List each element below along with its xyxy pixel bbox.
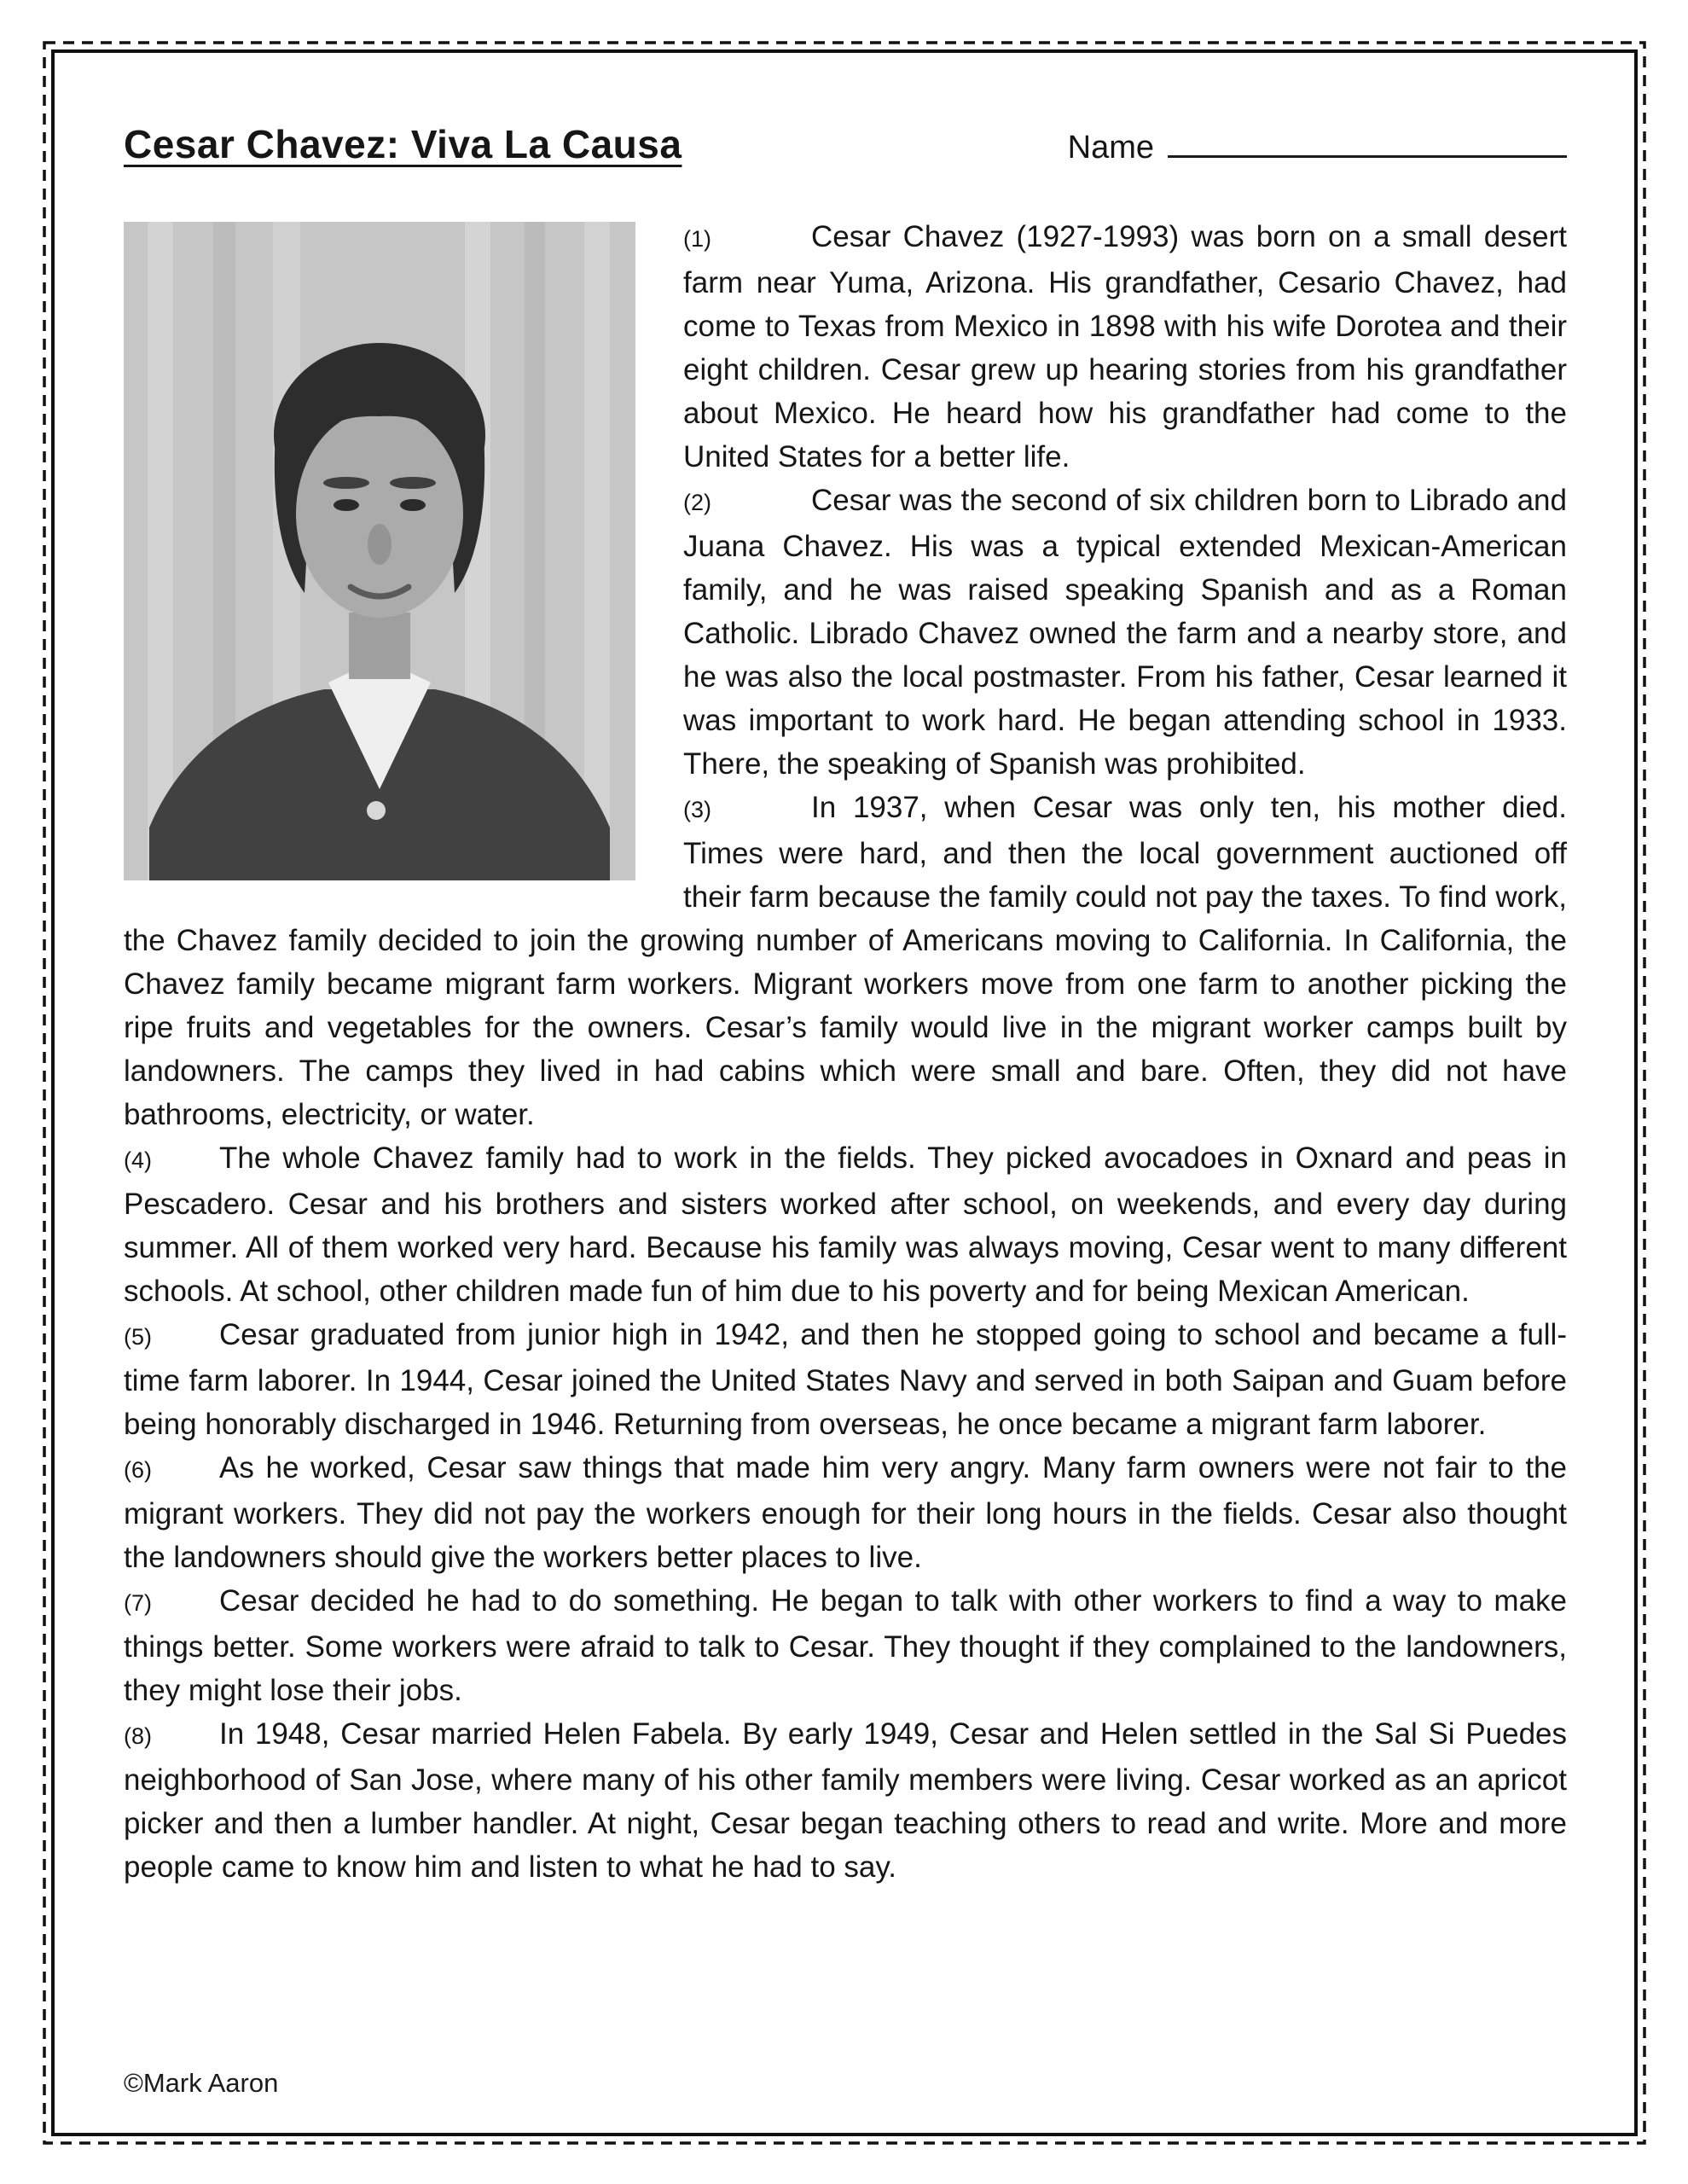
cesar-chavez-photo [124,222,635,880]
paragraph-8 [124,1712,1567,1889]
page-content [124,121,1567,1889]
paragraph-3-number: (3) [683,797,711,822]
paragraph-4-text: The whole Chavez family had to work in the fields. They picked avocadoes in Oxnard and peas in Pescadero. Cesar and his brothers and sisters worked after school, on weekends, and every day during summer. All of them worked very hard. Because his family was always moving, Cesar went to many different schools. At school, other children made fun of him due to his poverty and for being Mexican American. [124,1141,1567,1308]
paragraph-8-text: In 1948, Cesar married Helen Fabela. By early 1949, Cesar and Helen settled in the Sal Si Puedes neighborhood of San Jose, where many of his other family members were living. Cesar worked as an apricot picker and then a lumber handler. At night, Cesar began teaching others to read and write. More and more people came to know him and listen to what he had to say. [124,1717,1567,1884]
paragraph-1-text: Cesar Chavez (1927-1993) was born on a small desert farm near Yuma, Arizona. His grandfather, Cesario Chavez, had come to Texas from Mexico in 1898 with his wife Dorotea and their eight children. Cesar grew up hearing stories from his grandfather about Mexico. He heard how his grandfather had come to the United States for a better life. [683,220,1567,473]
paragraph-8-number: (8) [124,1723,152,1749]
paragraph-6-number: (6) [124,1457,152,1483]
paragraph-3-text: In 1937, when Cesar was only ten, his mother died. Times were hard, and then the local government auctioned off their farm because the family could not pay the taxes. To find work, the Chavez family decided to join the growing number of Americans moving to California. In California, the Chavez family became migrant farm workers. Migrant workers move from one farm to another picking the ripe fruits and vegetables for the owners. Cesar’s family would live in the migrant worker camps built by landowners. The camps they lived in had cabins which were small and bare. Often, they did not have bathrooms, electricity, or water. [124,791,1567,1131]
name-blank-line [1168,125,1567,158]
paragraph-4 [124,1136,1567,1313]
copyright-text: ©Mark Aaron [124,2068,279,2098]
paragraph-2-text: Cesar was the second of six children born to Librado and Juana Chavez. His was a typical extended Mexican-American family, and he was raised speaking Spanish and as a Roman Catholic. Librado Chavez owned the farm and a nearby store, and he was also the local postmaster. From his father, Cesar learned it was important to work hard. He began attending school in 1933. There, the speaking of Spanish was prohibited. [683,484,1567,781]
paragraph-5 [124,1313,1567,1446]
paragraph-7-text: Cesar decided he had to do something. He began to talk with other workers to find a way to make things better. Some workers were afraid to talk to Cesar. They thought if they complained to the landowners, they might lose their jobs. [124,1584,1567,1707]
paragraph-4-number: (4) [124,1147,152,1173]
paragraph-2-number: (2) [683,490,711,515]
name-field [1068,125,1567,166]
paragraph-1-number: (1) [683,226,711,252]
paragraph-7-number: (7) [124,1590,152,1616]
page-title: Cesar Chavez: Viva La Causa [124,122,682,166]
paragraph-7 [124,1579,1567,1712]
worksheet-header [124,121,1567,167]
paragraph-5-number: (5) [124,1324,152,1350]
paragraph-6-text: As he worked, Cesar saw things that made him very angry. Many farm owners were not fair to the migrant workers. They did not pay the workers enough for their long hours in the fields. Cesar also thought the landowners should give the workers better places to live. [124,1451,1567,1574]
paragraph-5-text: Cesar graduated from junior high in 1942, and then he stopped going to school and became a full-time farm laborer. In 1944, Cesar joined the United States Navy and served in both Saipan and Guam before being honorably discharged in 1946. Returning from overseas, he once became a migrant farm laborer. [124,1318,1567,1441]
reading-passage [124,215,1567,1889]
name-label: Name [1067,130,1154,166]
paragraph-6 [124,1446,1567,1579]
